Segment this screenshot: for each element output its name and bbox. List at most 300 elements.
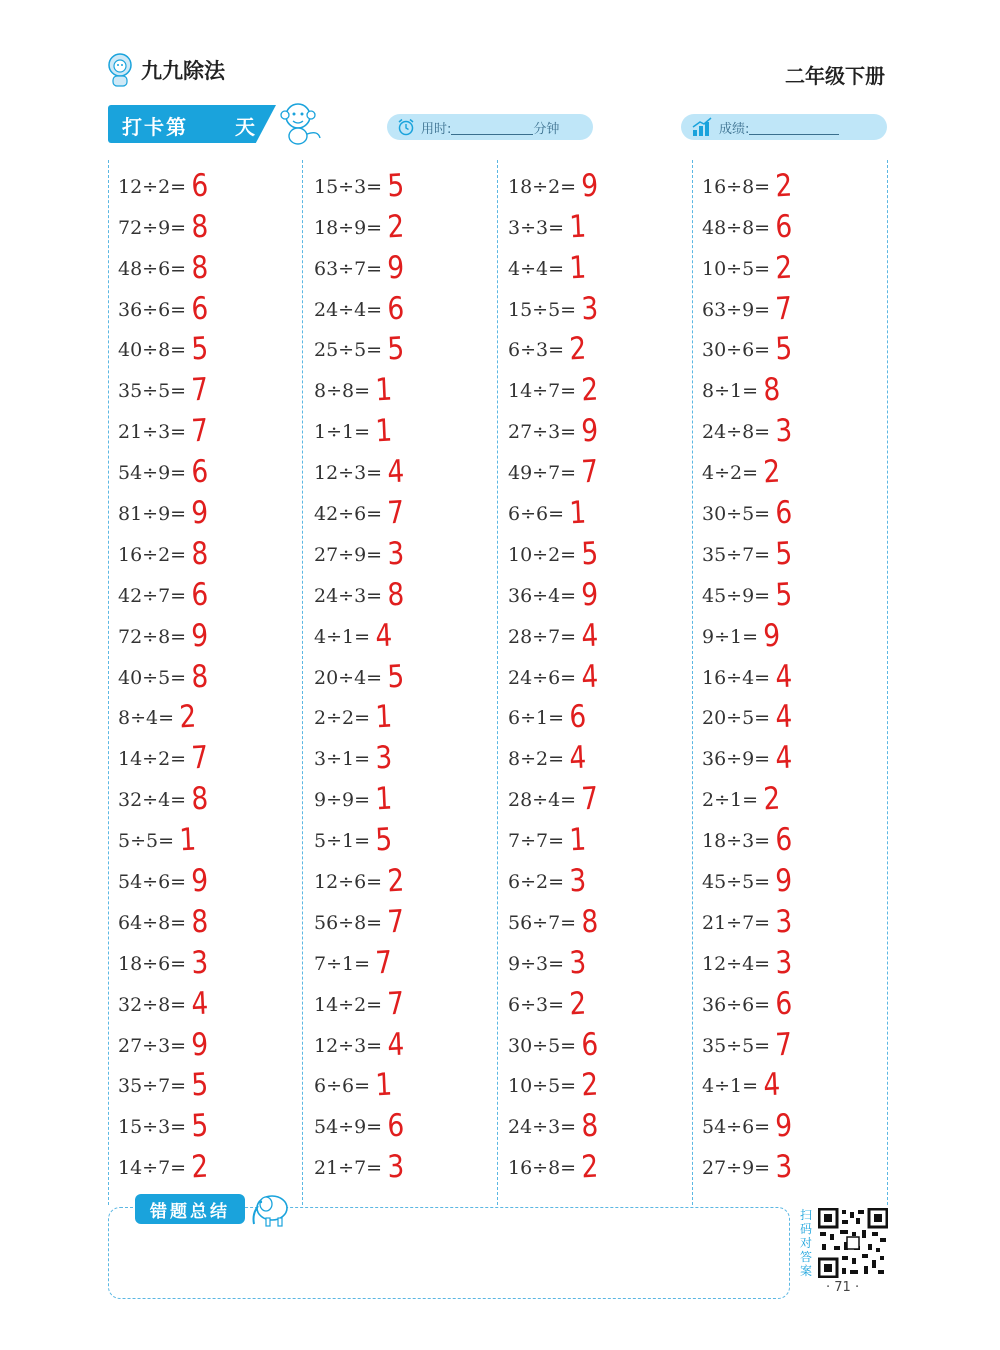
- division-equation: 35÷5=: [702, 1034, 771, 1057]
- handwritten-answer[interactable]: 5: [774, 535, 794, 573]
- problem-row: [702, 242, 887, 287]
- problem-row: [314, 1019, 499, 1064]
- problem-row: [702, 773, 887, 818]
- division-equation: 63÷7=: [314, 257, 383, 280]
- handwritten-answer[interactable]: 9: [774, 1107, 794, 1145]
- division-equation: 64÷8=: [118, 911, 187, 934]
- problem-row: [508, 978, 693, 1023]
- division-equation: 24÷6=: [508, 666, 577, 689]
- problem-row: [702, 201, 887, 246]
- division-equation: 42÷6=: [314, 503, 383, 526]
- division-equation: 36÷4=: [508, 584, 577, 607]
- division-equation: 14÷7=: [118, 1157, 187, 1180]
- division-equation: 4÷1=: [702, 1075, 759, 1098]
- division-equation: 30÷6=: [702, 339, 771, 362]
- handwritten-answer[interactable]: 6: [580, 1026, 600, 1064]
- handwritten-answer[interactable]: 7: [386, 903, 406, 941]
- problem-row: [118, 937, 303, 982]
- handwritten-answer[interactable]: 3: [190, 944, 210, 982]
- division-equation: 48÷6=: [118, 257, 187, 280]
- division-equation: 72÷9=: [118, 216, 187, 239]
- division-equation: 72÷8=: [118, 625, 187, 648]
- division-equation: 27÷3=: [118, 1034, 187, 1057]
- handwritten-answer[interactable]: 8: [190, 903, 210, 941]
- problem-row: [314, 814, 499, 859]
- handwritten-answer[interactable]: 5: [386, 330, 406, 368]
- division-equation: 9÷1=: [702, 625, 759, 648]
- division-equation: 25÷5=: [314, 339, 383, 362]
- problem-row: [314, 160, 499, 205]
- division-equation: 40÷5=: [118, 666, 187, 689]
- division-equation: 28÷7=: [508, 625, 577, 648]
- handwritten-answer[interactable]: 4: [386, 453, 406, 491]
- division-equation: 32÷8=: [118, 993, 187, 1016]
- division-equation: 4÷2=: [702, 462, 759, 485]
- handwritten-answer[interactable]: 2: [762, 780, 782, 818]
- handwritten-answer[interactable]: 3: [580, 290, 600, 328]
- division-equation: 3÷3=: [508, 216, 565, 239]
- division-equation: 12÷4=: [702, 952, 771, 975]
- division-equation: 27÷3=: [508, 421, 577, 444]
- division-equation: 24÷3=: [314, 584, 383, 607]
- problem-row: [118, 160, 303, 205]
- problem-row: [508, 364, 693, 409]
- problem-row: [702, 1060, 887, 1104]
- handwritten-answer[interactable]: 4: [774, 658, 794, 696]
- handwritten-answer[interactable]: 2: [580, 1148, 600, 1186]
- division-equation: 6÷1=: [508, 707, 565, 730]
- problem-row: [508, 201, 693, 246]
- handwritten-answer[interactable]: 1: [374, 698, 394, 736]
- problem-row: [118, 1141, 303, 1186]
- problem-row: [702, 1019, 887, 1064]
- handwritten-answer[interactable]: 1: [374, 780, 394, 818]
- problem-row: [508, 324, 693, 368]
- handwritten-answer[interactable]: 7: [386, 985, 406, 1023]
- problem-row: [508, 651, 693, 696]
- handwritten-answer[interactable]: 5: [190, 1107, 210, 1145]
- problem-row: [118, 1060, 303, 1104]
- handwritten-answer[interactable]: 2: [580, 371, 600, 409]
- problem-row: [118, 569, 303, 614]
- handwritten-answer[interactable]: 2: [386, 208, 406, 246]
- division-equation: 63÷9=: [702, 298, 771, 321]
- handwritten-answer[interactable]: 6: [774, 821, 794, 859]
- handwritten-answer[interactable]: 6: [386, 1107, 406, 1145]
- handwritten-answer[interactable]: 7: [374, 944, 394, 982]
- division-equation: 9÷3=: [508, 952, 565, 975]
- handwritten-answer[interactable]: 8: [580, 1107, 600, 1145]
- handwritten-answer[interactable]: 2: [386, 862, 406, 900]
- division-equation: 12÷6=: [314, 871, 383, 894]
- division-equation: 8÷1=: [702, 380, 759, 403]
- page-number: · 71 ·: [826, 1280, 860, 1295]
- problem-row: [118, 528, 303, 573]
- handwritten-answer[interactable]: 1: [568, 208, 588, 246]
- problem-row: [702, 446, 887, 491]
- division-equation: 54÷9=: [314, 1116, 383, 1139]
- division-equation: 6÷3=: [508, 339, 565, 362]
- division-equation: 21÷3=: [118, 421, 187, 444]
- division-equation: 81÷9=: [118, 503, 187, 526]
- division-equation: 4÷4=: [508, 257, 565, 280]
- handwritten-answer[interactable]: 1: [568, 821, 588, 859]
- division-equation: 10÷5=: [508, 1075, 577, 1098]
- division-equation: 40÷8=: [118, 339, 187, 362]
- handwritten-answer[interactable]: 1: [374, 371, 394, 409]
- division-equation: 54÷6=: [118, 871, 187, 894]
- division-equation: 1÷1=: [314, 421, 371, 444]
- handwritten-answer[interactable]: 7: [190, 371, 210, 409]
- handwritten-answer[interactable]: 9: [580, 412, 600, 450]
- problem-row: [508, 569, 693, 614]
- problem-row: [508, 692, 693, 736]
- problem-row: [702, 692, 887, 736]
- problem-row: [314, 1141, 499, 1186]
- handwritten-answer[interactable]: 3: [568, 862, 588, 900]
- problem-row: [118, 242, 303, 287]
- problem-row: [314, 487, 499, 532]
- division-equation: 14÷7=: [508, 380, 577, 403]
- handwritten-answer[interactable]: 5: [374, 821, 394, 859]
- division-equation: 3÷1=: [314, 748, 371, 771]
- book-title: 九九除法: [141, 59, 225, 83]
- handwritten-answer[interactable]: 9: [762, 617, 782, 655]
- problem-row: [702, 610, 887, 655]
- handwritten-answer[interactable]: 1: [178, 821, 198, 859]
- qr-code-icon[interactable]: [818, 1208, 888, 1278]
- problem-row: [314, 364, 499, 409]
- time-blank[interactable]: [451, 120, 533, 135]
- problem-row: [702, 1100, 887, 1145]
- handwritten-answer[interactable]: 2: [190, 1148, 210, 1186]
- problem-row: [118, 446, 303, 491]
- handwritten-answer[interactable]: 9: [386, 249, 406, 287]
- division-equation: 2÷1=: [702, 789, 759, 812]
- handwritten-answer[interactable]: 7: [774, 1026, 794, 1064]
- score-field[interactable]: [681, 114, 887, 140]
- division-equation: 15÷5=: [508, 298, 577, 321]
- handwritten-answer[interactable]: 9: [580, 576, 600, 614]
- handwritten-answer[interactable]: 7: [580, 780, 600, 818]
- handwritten-answer[interactable]: 6: [190, 576, 210, 614]
- problem-row: [508, 160, 693, 205]
- division-equation: 35÷5=: [118, 380, 187, 403]
- bar-chart-icon: [691, 117, 713, 137]
- division-equation: 10÷5=: [702, 257, 771, 280]
- problem-column-1: [118, 160, 303, 1186]
- problem-row: [508, 732, 693, 777]
- problem-row: [118, 896, 303, 941]
- division-equation: 15÷3=: [314, 175, 383, 198]
- problem-row: [508, 610, 693, 655]
- problem-row: [314, 651, 499, 696]
- problem-row: [702, 364, 887, 409]
- handwritten-answer[interactable]: 7: [774, 290, 794, 328]
- handwritten-answer[interactable]: 5: [190, 1066, 210, 1104]
- problem-row: [314, 569, 499, 614]
- handwritten-answer[interactable]: 2: [568, 985, 588, 1023]
- handwritten-answer[interactable]: 2: [762, 453, 782, 491]
- problem-row: [508, 446, 693, 491]
- problem-row: [314, 324, 499, 368]
- handwritten-answer[interactable]: 3: [386, 535, 406, 573]
- handwritten-answer[interactable]: 3: [374, 739, 394, 777]
- problem-row: [118, 814, 303, 859]
- handwritten-answer[interactable]: 1: [568, 494, 588, 532]
- problem-row: [508, 773, 693, 818]
- handwritten-answer[interactable]: 4: [580, 658, 600, 696]
- handwritten-answer[interactable]: 7: [580, 453, 600, 491]
- handwritten-answer[interactable]: 7: [386, 494, 406, 532]
- handwritten-answer[interactable]: 6: [190, 290, 210, 328]
- problem-row: [702, 528, 887, 573]
- problem-row: [118, 732, 303, 777]
- problem-row: [314, 283, 499, 328]
- time-label: 用时:: [421, 121, 452, 137]
- handwritten-answer[interactable]: 8: [190, 208, 210, 246]
- handwritten-answer[interactable]: 2: [774, 167, 794, 205]
- division-equation: 21÷7=: [702, 911, 771, 934]
- problem-column-4: [702, 160, 887, 1186]
- division-equation: 36÷6=: [118, 298, 187, 321]
- division-equation: 7÷7=: [508, 830, 565, 853]
- division-equation: 2÷2=: [314, 707, 371, 730]
- problem-row: [314, 1060, 499, 1104]
- problem-row: [118, 487, 303, 532]
- problem-row: [702, 814, 887, 859]
- lion-icon: [105, 52, 135, 88]
- division-equation: 24÷4=: [314, 298, 383, 321]
- division-equation: 9÷9=: [314, 789, 371, 812]
- handwritten-answer[interactable]: 6: [774, 208, 794, 246]
- division-equation: 8÷4=: [118, 707, 175, 730]
- problem-row: [702, 978, 887, 1023]
- problem-row: [702, 569, 887, 614]
- problem-row: [118, 1100, 303, 1145]
- handwritten-answer[interactable]: 6: [190, 453, 210, 491]
- division-equation: 56÷8=: [314, 911, 383, 934]
- handwritten-answer[interactable]: 3: [774, 1148, 794, 1186]
- handwritten-answer[interactable]: 8: [190, 249, 210, 287]
- problem-row: [118, 324, 303, 368]
- problem-row: [314, 978, 499, 1023]
- handwritten-answer[interactable]: 5: [386, 167, 406, 205]
- problem-row: [314, 732, 499, 777]
- elephant-icon: [248, 1188, 296, 1228]
- handwritten-answer[interactable]: 3: [774, 903, 794, 941]
- problem-row: [508, 937, 693, 982]
- time-unit: 分钟: [533, 121, 560, 137]
- division-equation: 12÷3=: [314, 1034, 383, 1057]
- handwritten-answer[interactable]: 5: [774, 330, 794, 368]
- problem-row: [314, 896, 499, 941]
- handwritten-answer[interactable]: 8: [762, 371, 782, 409]
- handwritten-answer[interactable]: 6: [568, 698, 588, 736]
- handwritten-answer[interactable]: 6: [190, 167, 210, 205]
- problem-row: [118, 405, 303, 450]
- handwritten-answer[interactable]: 9: [190, 617, 210, 655]
- division-equation: 24÷3=: [508, 1116, 577, 1139]
- monkey-icon: [276, 100, 326, 146]
- division-equation: 15÷3=: [118, 1116, 187, 1139]
- handwritten-answer[interactable]: 3: [774, 412, 794, 450]
- handwritten-answer[interactable]: 9: [190, 1026, 210, 1064]
- problem-row: [508, 1100, 693, 1145]
- division-equation: 54÷9=: [118, 462, 187, 485]
- handwritten-answer[interactable]: 2: [568, 330, 588, 368]
- handwritten-answer[interactable]: 4: [374, 617, 394, 655]
- division-equation: 4÷1=: [314, 625, 371, 648]
- division-equation: 16÷2=: [118, 543, 187, 566]
- division-equation: 18÷6=: [118, 952, 187, 975]
- handwritten-answer[interactable]: 9: [774, 862, 794, 900]
- problem-row: [702, 283, 887, 328]
- division-equation: 54÷6=: [702, 1116, 771, 1139]
- problem-row: [314, 446, 499, 491]
- division-equation: 14÷2=: [118, 748, 187, 771]
- problem-row: [508, 896, 693, 941]
- division-equation: 35÷7=: [118, 1075, 187, 1098]
- problem-row: [118, 692, 303, 736]
- problem-row: [118, 978, 303, 1023]
- handwritten-answer[interactable]: 7: [190, 412, 210, 450]
- division-equation: 6÷6=: [508, 503, 565, 526]
- handwritten-answer[interactable]: 4: [762, 1066, 782, 1104]
- handwritten-answer[interactable]: 1: [568, 249, 588, 287]
- division-equation: 18÷9=: [314, 216, 383, 239]
- problem-row: [702, 324, 887, 368]
- handwritten-answer[interactable]: 9: [190, 494, 210, 532]
- handwritten-answer[interactable]: 4: [580, 617, 600, 655]
- handwritten-answer[interactable]: 5: [190, 330, 210, 368]
- scan-for-answers-text: 扫码对答案: [800, 1208, 813, 1278]
- problem-row: [702, 487, 887, 532]
- handwritten-answer[interactable]: 4: [774, 698, 794, 736]
- division-equation: 7÷1=: [314, 952, 371, 975]
- division-equation: 30÷5=: [702, 503, 771, 526]
- division-equation: 27÷9=: [314, 543, 383, 566]
- handwritten-answer[interactable]: 1: [374, 1066, 394, 1104]
- handwritten-answer[interactable]: 5: [580, 535, 600, 573]
- handwritten-answer[interactable]: 6: [386, 290, 406, 328]
- problem-row: [508, 487, 693, 532]
- problem-row: [508, 528, 693, 573]
- division-equation: 45÷9=: [702, 584, 771, 607]
- problem-row: [314, 692, 499, 736]
- problem-row: [508, 1019, 693, 1064]
- problem-row: [314, 201, 499, 246]
- problem-row: [702, 937, 887, 982]
- column-border-right: [887, 160, 888, 1205]
- problem-row: [508, 405, 693, 450]
- handwritten-answer[interactable]: 7: [190, 739, 210, 777]
- time-field[interactable]: [387, 114, 593, 140]
- division-equation: 6÷6=: [314, 1075, 371, 1098]
- handwritten-answer[interactable]: 5: [774, 576, 794, 614]
- alarm-clock-icon: [397, 118, 415, 136]
- score-blank[interactable]: [749, 120, 839, 135]
- problem-row: [314, 528, 499, 573]
- handwritten-answer[interactable]: 4: [190, 985, 210, 1023]
- division-equation: 16÷4=: [702, 666, 771, 689]
- problem-row: [118, 201, 303, 246]
- checkin-day-suffix: 天: [235, 115, 255, 139]
- problem-row: [702, 855, 887, 900]
- handwritten-answer[interactable]: 3: [774, 944, 794, 982]
- problem-row: [702, 896, 887, 941]
- division-equation: 5÷1=: [314, 830, 371, 853]
- handwritten-answer[interactable]: 8: [190, 780, 210, 818]
- handwritten-answer[interactable]: 6: [774, 494, 794, 532]
- problem-row: [508, 1141, 693, 1186]
- division-equation: 28÷4=: [508, 789, 577, 812]
- handwritten-answer[interactable]: 8: [386, 576, 406, 614]
- problem-row: [702, 405, 887, 450]
- division-equation: 24÷8=: [702, 421, 771, 444]
- handwritten-answer[interactable]: 2: [580, 1066, 600, 1104]
- handwritten-answer[interactable]: 4: [774, 739, 794, 777]
- checkin-label: 打卡第: [122, 115, 188, 139]
- problem-row: [118, 364, 303, 409]
- division-equation: 20÷4=: [314, 666, 383, 689]
- division-equation: 6÷2=: [508, 871, 565, 894]
- problem-row: [702, 160, 887, 205]
- division-equation: 49÷7=: [508, 462, 577, 485]
- problem-row: [702, 651, 887, 696]
- division-equation: 18÷3=: [702, 830, 771, 853]
- handwritten-answer[interactable]: 9: [580, 167, 600, 205]
- handwritten-answer[interactable]: 4: [568, 739, 588, 777]
- division-equation: 6÷3=: [508, 993, 565, 1016]
- division-equation: 27÷9=: [702, 1157, 771, 1180]
- handwritten-answer[interactable]: 4: [386, 1026, 406, 1064]
- division-equation: 36÷9=: [702, 748, 771, 771]
- handwritten-answer[interactable]: 2: [774, 249, 794, 287]
- problem-row: [314, 405, 499, 450]
- handwritten-answer[interactable]: 9: [190, 862, 210, 900]
- problem-row: [314, 1100, 499, 1145]
- problem-row: [118, 610, 303, 655]
- handwritten-answer[interactable]: 8: [190, 535, 210, 573]
- problem-row: [508, 814, 693, 859]
- division-equation: 30÷5=: [508, 1034, 577, 1057]
- division-equation: 10÷2=: [508, 543, 577, 566]
- division-equation: 12÷2=: [118, 175, 187, 198]
- division-equation: 8÷8=: [314, 380, 371, 403]
- handwritten-answer[interactable]: 8: [580, 903, 600, 941]
- handwritten-answer[interactable]: 5: [386, 658, 406, 696]
- handwritten-answer[interactable]: 1: [374, 412, 394, 450]
- division-equation: 14÷2=: [314, 993, 383, 1016]
- handwritten-answer[interactable]: 6: [774, 985, 794, 1023]
- division-equation: 16÷8=: [508, 1157, 577, 1180]
- problem-row: [118, 773, 303, 818]
- division-equation: 18÷2=: [508, 175, 577, 198]
- handwritten-answer[interactable]: 3: [386, 1148, 406, 1186]
- handwritten-answer[interactable]: 2: [178, 698, 198, 736]
- problem-column-3: [508, 160, 693, 1186]
- problem-row: [314, 855, 499, 900]
- mistake-summary-label: 错题总结: [135, 1194, 245, 1224]
- handwritten-answer[interactable]: 3: [568, 944, 588, 982]
- score-label: 成绩:: [719, 121, 750, 137]
- division-equation: 36÷6=: [702, 993, 771, 1016]
- problem-row: [702, 732, 887, 777]
- problem-row: [314, 773, 499, 818]
- problem-row: [314, 937, 499, 982]
- handwritten-answer[interactable]: 8: [190, 658, 210, 696]
